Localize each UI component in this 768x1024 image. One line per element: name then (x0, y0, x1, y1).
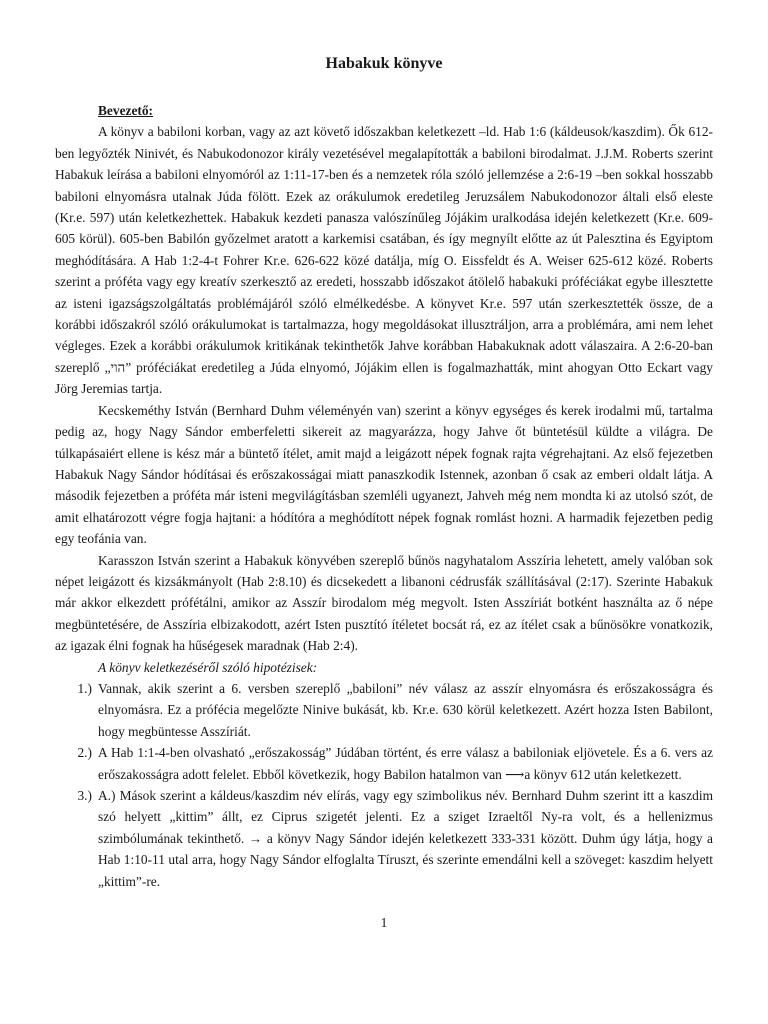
list-item (55, 678, 713, 742)
hypotheses-heading: A könyv keletkezéséről szóló hipotézisek: (98, 659, 318, 675)
document-body (55, 100, 713, 892)
paragraph-1: A könyv a babiloni korban, vagy az azt követő időszakban keletkezett –ld. Hab 1:6 (káldeusok/kaszdim). Ők 612-ben legyőzték Ninivét, és Nabukodonozor király vezetésével megalapították a babiloni birodalmat. J.J.M. Roberts szerint Habakuk leírása a babiloni elnyomóról az 1:11-17-ben és a nemzetek róla szóló jellemzése a 2:6-19 –ben sokkal hosszabb babiloni elnyomásra utalnak Júda fölött. Ezek az orákulumok eredetileg Jeruzsálem Nabukodonozor általi első eleste (Kr.e. 597) után keletkezhettek. Habakuk kezdeti panasza valószínűleg Jójákim uralkodása idején keletkezett (Kr.e. 609-605 körül). 605-ben Babilón győzelmet aratott a karkemisi csatában, és így megnyílt előtte az út Palesztina és Egyiptom meghódítására. A Hab 1:2-4-t Fohrer Kr.e. 626-622 közé datálja, míg O. Eissfeldt és A. Weiser 625-612 közé. Roberts szerint a próféta vagy egy kreatív szerkesztő az eredeti, hosszabb időszakot átölelő habakuki próféciákat egybe illesztette az isteni igazságszolgáltatás problémájáról szóló elmélkedésbe. A könyvet Kr.e. 597 után szerkesztették össze, de a korábbi időszakról szóló orákulumokat is tartalmazza, hogy megoldásokat illusztráljon, arra a problémára, ami nem lehet végleges. Ezek a korábbi orákulumok kritikának tekinthetők Jahve korábban Habakuknak adott válaszaira. A 2:6-20-ban szereplő „הוי” próféciákat eredetileg a Júda elnyomó, Jójákim ellen is fogalmazhatták, mint ahogyan Otto Eckart vagy Jörg Jeremias tartja. (55, 124, 713, 397)
list-item-text: A Hab 1:1-4-ben olvasható „erőszakosság” Júdában történt, és erre válasz a babiloniak eljövetele. És a 6. vers az erőszakosságra adott felelet. Ebből következik, hogy Babilon hatalmon van ⟶a könyv 612 után keletkezett. (98, 745, 713, 782)
list-item-number: 2.) (77, 745, 92, 761)
list-item-number: 1.) (77, 680, 92, 696)
document-title: Habakuk könyve (325, 55, 443, 72)
list-item (55, 742, 713, 785)
hypotheses-list (55, 678, 713, 892)
page-number: 1 (380, 915, 388, 930)
list-item-number: 3.) (77, 788, 92, 803)
list-item-text: Vannak, akik szerint a 6. versben szereplő „babiloni” név válasz az asszír elnyomásra és erőszakosságra és elnyomásra. Ez a prófécia megelőzte Ninive bukását, kb. Kr.e. 630 körül keletkezett. Azért hozza Isten Babilont, hogy megbüntesse Asszíriát. (98, 680, 713, 739)
intro-heading: Bevezető: (98, 103, 154, 118)
list-item (55, 785, 713, 892)
paragraph-3: Karasszon István szerint a Habakuk könyvében szereplő bűnös nagyhatalom Asszíria lehetett, amely valóban sok népet leigázott és kizsákmányolt (Hab 2:8.10) és dicsekedett a libanoni cédrusfák szállításával (2:17). Szerinte Habakuk már akkor elkezdett prófétálni, amikor az Asszír birodalom még megvolt. Isten Asszíriát botként használta az ő népe megbüntetésére, de Asszíria elbizakodott, azért Isten pusztító ítéletet bocsát rá, ez az ítélet csak a bűnösökre vonatkozik, az igazak élni fognak ha hűségesek maradnak (Hab 2:4). (55, 552, 713, 654)
paragraph-2: Kecskeméthy István (Bernhard Duhm véleményén van) szerint a könyv egységes és kerek irodalmi mű, tartalma pedig az, hogy Nagy Sándor emberfeletti sikereit az magyarázza, hogy Jahve őt büntetésül küldte a világra. De túlkapásaiért ellene is kész már a büntető ítélet, amit majd a leigázott népek fognak rajta végrehajtani. Az első fejezetben Habakuk Nagy Sándor hódításai és erőszakosságai miatt panaszkodik Istennek, azonban ő csak az emberi oldalt látja. A második fejezetben a próféta már isteni megvilágításban szemléli ugyanezt, Jahveh még nem mondta ki az utolsó szót, de amit elhatározott végre fogja hajtani: a hódítóra a meghódított népek fognak romlást hozni. A harmadik fejezetben pedig egy teofánia van. (55, 402, 713, 547)
list-item-text: A.) Mások szerint a káldeus/kaszdim név elírás, vagy egy szimbolikus név. Bernhard Duhm szerint itt a kaszdim szó helyett „kittim” állt, ez Ciprus szigetét jelenti. Ez a sziget Izraeltől Ny-ra volt, és a hellenizmus szimbólumának tekinthető. → a könyv Nagy Sándor idején keletkezett 333-331 között. Duhm úgy látja, hogy a Hab 1:10-11 utal arra, hogy Nagy Sándor elfoglalta Tíruszt, és szerinte emendálni kell a szöveget: kaszdim helyett „kittim”-re. (98, 788, 713, 889)
